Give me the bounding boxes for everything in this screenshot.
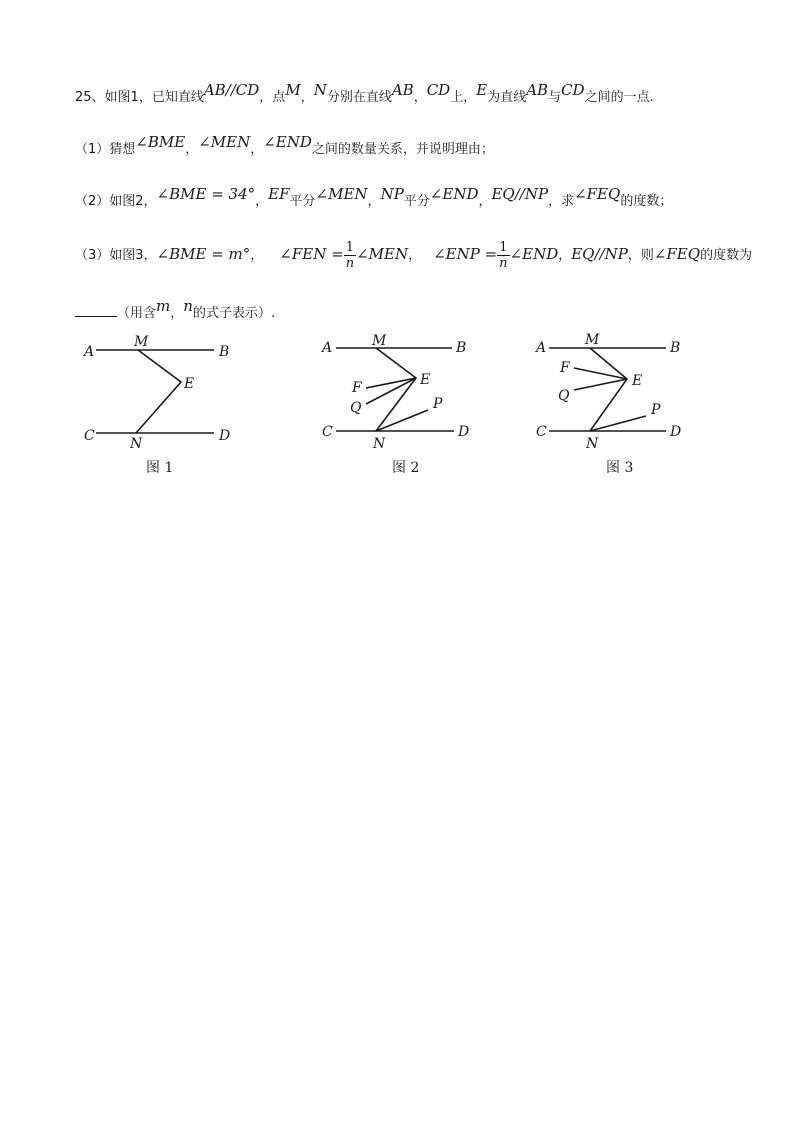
label-N: N bbox=[130, 436, 143, 452]
figure-1 bbox=[96, 350, 214, 433]
figure-1-caption: 图 1 bbox=[146, 460, 174, 476]
label-F: F bbox=[560, 360, 570, 376]
label-A: A bbox=[84, 344, 95, 360]
label-F: F bbox=[352, 380, 362, 396]
line-CD: CD bbox=[426, 81, 451, 99]
label-B: B bbox=[219, 344, 230, 360]
fraction bbox=[344, 240, 356, 271]
angle-MEN: ∠MEN bbox=[315, 185, 368, 203]
q2-text: ， bbox=[367, 194, 381, 209]
angle-END: ∠END bbox=[429, 185, 479, 203]
angle-FEQ: ∠FEQ bbox=[574, 185, 621, 203]
point-M: M bbox=[285, 81, 301, 99]
q2-text: ， bbox=[478, 194, 492, 209]
ray-EQ bbox=[366, 378, 416, 404]
label-C: C bbox=[536, 424, 547, 440]
label-A: A bbox=[536, 340, 547, 356]
q3-text: 的式子表示）. bbox=[192, 306, 276, 321]
label-E: E bbox=[420, 372, 431, 388]
point-N: N bbox=[313, 81, 327, 99]
label-A: A bbox=[322, 340, 333, 356]
intro-text: ，点 bbox=[259, 90, 286, 105]
label-N: N bbox=[586, 436, 599, 452]
label-P: P bbox=[433, 396, 443, 412]
condition-parallel: EQ//NP bbox=[571, 245, 628, 263]
q2-text: ，求 bbox=[548, 194, 575, 209]
q2-text: 的度数； bbox=[620, 194, 673, 209]
angle-END: ∠END bbox=[263, 133, 312, 151]
label-B: B bbox=[670, 340, 681, 356]
condition-parallel: EQ//NP bbox=[491, 185, 549, 203]
q3-text: ， bbox=[558, 248, 572, 263]
angle-ENP: ∠ENP = bbox=[433, 245, 498, 263]
label-D: D bbox=[458, 424, 470, 440]
ray-EF bbox=[366, 378, 416, 388]
path-M-E-N bbox=[136, 350, 181, 433]
q3-text: ， bbox=[170, 306, 184, 321]
intro-text: 为直线 bbox=[487, 90, 527, 105]
q3-text: （用含 bbox=[117, 306, 157, 321]
given-angle: ∠BME = 34° bbox=[156, 185, 256, 203]
label-Q: Q bbox=[350, 400, 362, 416]
label-M: M bbox=[134, 334, 149, 350]
question-3-continued bbox=[75, 297, 276, 321]
q2-text: 平分 bbox=[403, 194, 430, 209]
q1-text: 之间的数量关系，并说明理由； bbox=[311, 142, 494, 157]
label-D: D bbox=[219, 428, 231, 444]
angle-MEN: ∠MEN bbox=[356, 245, 409, 263]
q3-text: 的度数为 bbox=[700, 248, 753, 263]
question-label: （3）如图3， bbox=[75, 248, 157, 263]
q1-text: ， bbox=[185, 142, 199, 157]
fraction bbox=[497, 240, 509, 271]
line-AB: AB bbox=[391, 81, 414, 99]
angle-END: ∠END bbox=[509, 245, 559, 263]
label-Q: Q bbox=[558, 388, 570, 404]
figures-area bbox=[0, 330, 800, 530]
path-M-E-N bbox=[376, 348, 416, 431]
variable-m: m bbox=[156, 297, 171, 315]
question-3 bbox=[75, 240, 752, 271]
point-E: E bbox=[476, 81, 488, 99]
q3-text: ， bbox=[408, 248, 422, 263]
question-1 bbox=[75, 133, 494, 157]
ray-EQ bbox=[574, 379, 627, 390]
question-2 bbox=[75, 185, 673, 209]
path-M-E-N bbox=[590, 348, 627, 431]
question-label: （2）如图2， bbox=[75, 194, 157, 209]
fraction-numerator: 1 bbox=[497, 240, 509, 256]
figure-3-caption: 图 3 bbox=[606, 460, 634, 476]
intro-text: 分别在直线 bbox=[326, 90, 392, 105]
ray-EF bbox=[574, 368, 627, 379]
q2-text: ， bbox=[255, 194, 269, 209]
line-CD: CD bbox=[561, 81, 585, 99]
label-M: M bbox=[585, 332, 600, 348]
intro-text: 与 bbox=[548, 90, 562, 105]
label-M: M bbox=[372, 333, 387, 349]
label-P: P bbox=[651, 402, 661, 418]
figure-2-caption: 图 2 bbox=[392, 460, 420, 476]
question-label: （1）猜想 bbox=[75, 142, 136, 157]
label-B: B bbox=[456, 340, 467, 356]
angle-FEN: ∠FEN = bbox=[279, 245, 344, 263]
q2-text: 平分 bbox=[289, 194, 316, 209]
answer-blank[interactable] bbox=[75, 304, 117, 317]
label-D: D bbox=[670, 424, 682, 440]
angle-BME: ∠BME bbox=[135, 133, 186, 151]
q1-text: ， bbox=[250, 142, 264, 157]
fraction-denominator: n bbox=[345, 256, 355, 271]
label-C: C bbox=[322, 424, 333, 440]
angle-MEN: ∠MEN bbox=[198, 133, 251, 151]
label-N: N bbox=[373, 436, 386, 452]
ray-EF: EF bbox=[268, 185, 290, 203]
q3-text: ， bbox=[250, 248, 264, 263]
problem-intro bbox=[75, 81, 654, 105]
line-AB: AB bbox=[526, 81, 549, 99]
angle-FEQ: ∠FEQ bbox=[653, 245, 701, 263]
given-angle: ∠BME = m° bbox=[156, 245, 251, 263]
label-E: E bbox=[632, 373, 643, 389]
fraction-numerator: 1 bbox=[344, 240, 356, 256]
q3-text: ，则 bbox=[627, 248, 654, 263]
fraction-denominator: n bbox=[499, 256, 508, 271]
condition-parallel: AB//CD bbox=[203, 81, 260, 99]
variable-n: n bbox=[183, 297, 193, 315]
label-E: E bbox=[184, 376, 195, 392]
intro-text: ， bbox=[300, 90, 314, 105]
label-C: C bbox=[84, 428, 95, 444]
intro-text: 上， bbox=[450, 90, 477, 105]
intro-text: 之间的一点. bbox=[584, 90, 654, 105]
ray-NP: NP bbox=[380, 185, 404, 203]
problem-number: 25、如图1，已知直线 bbox=[75, 90, 204, 105]
intro-text: ， bbox=[413, 90, 427, 105]
